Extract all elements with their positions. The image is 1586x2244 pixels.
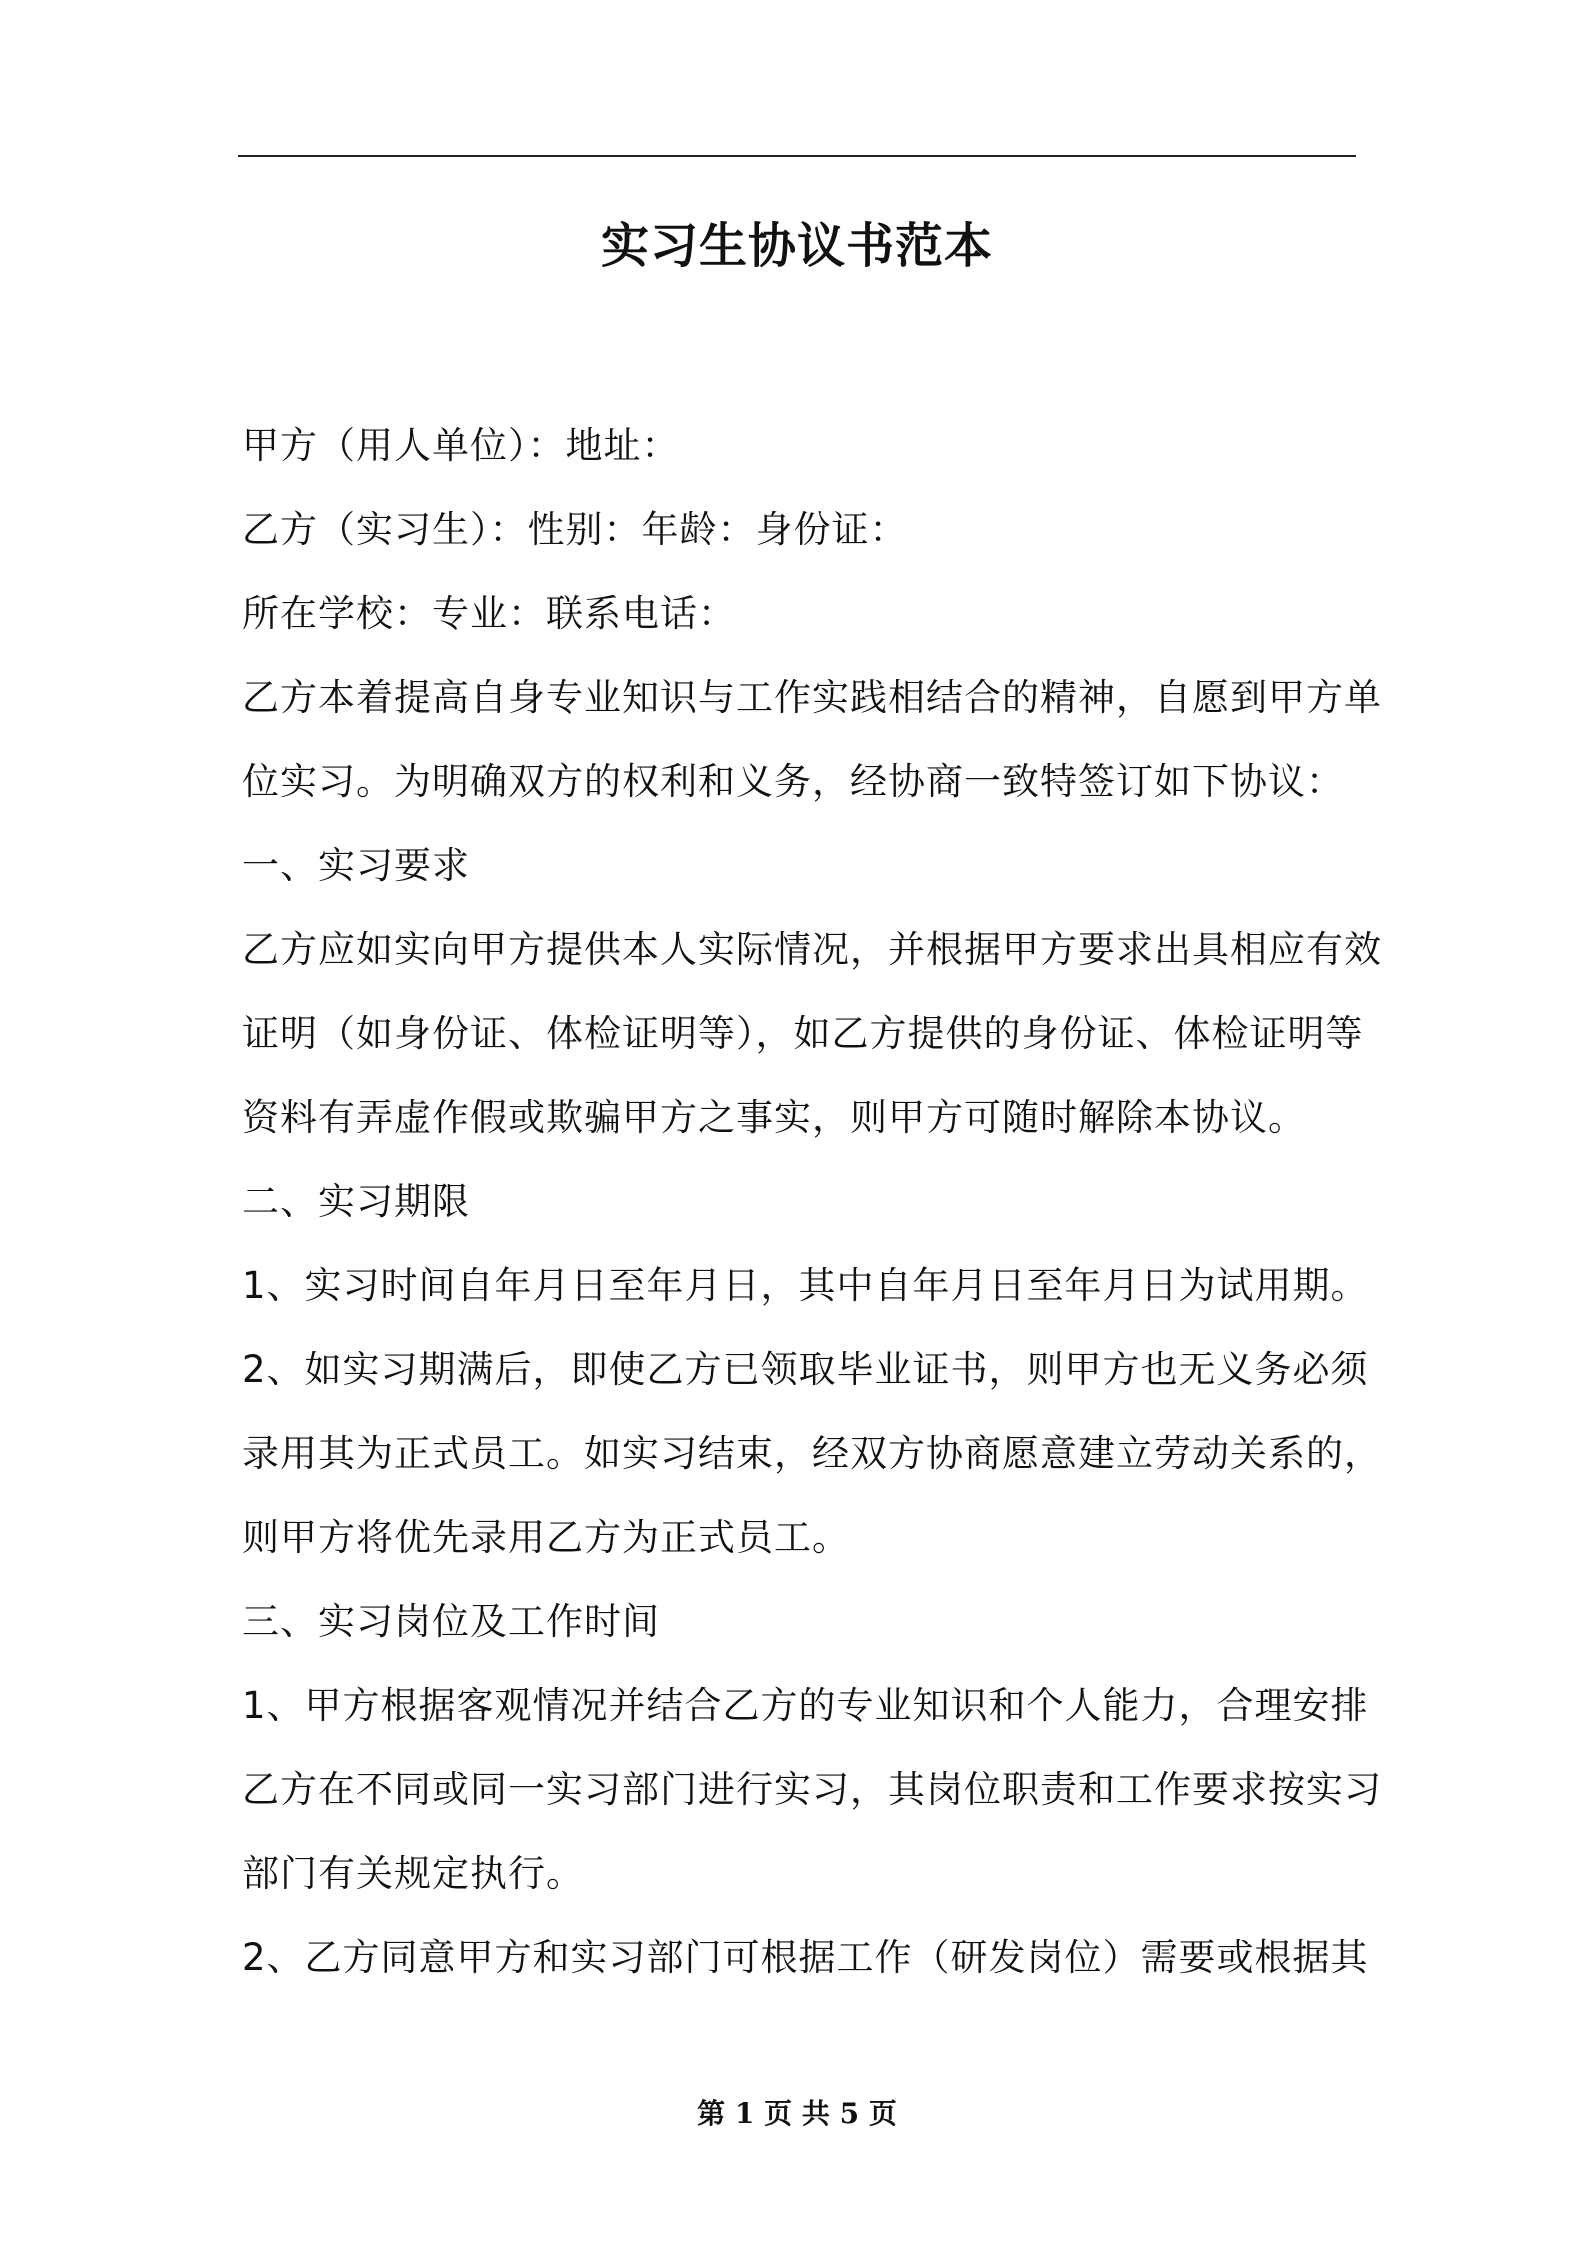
paragraph-line: 资料有弄虚作假或欺骗甲方之事实，则甲方可随时解除本协议。 — [242, 1096, 1306, 1139]
paragraph-line: 录用其为正式员工。如实习结束，经双方协商愿意建立劳动关系的， — [242, 1432, 1382, 1475]
paragraph-line: 部门有关规定执行。 — [242, 1852, 584, 1895]
paragraph-line: 1、甲方根据客观情况并结合乙方的专业知识和个人能力，合理安排 — [242, 1684, 1369, 1727]
paragraph-line: 乙方应如实向甲方提供本人实际情况，并根据甲方要求出具相应有效 — [242, 928, 1382, 971]
paragraph-line: 1、实习时间自年月日至年月日，其中自年月日至年月日为试用期。 — [242, 1264, 1369, 1307]
page-number: 第 1 页 共 5 页 — [697, 2097, 897, 2130]
document-body — [242, 404, 1382, 2000]
section-heading: 三、实习岗位及工作时间 — [242, 1600, 660, 1643]
paragraph-line: 证明（如身份证、体检证明等），如乙方提供的身份证、体检证明等 — [242, 1012, 1364, 1055]
paragraph-line: 2、如实习期满后，即使乙方已领取毕业证书，则甲方也无义务必须 — [242, 1348, 1369, 1391]
header-divider — [238, 155, 1356, 157]
intro-paragraph-line: 乙方本着提高自身专业知识与工作实践相结合的精神，自愿到甲方单 — [242, 676, 1382, 719]
section-heading: 一、实习要求 — [242, 844, 470, 887]
party-a-line: 甲方（用人单位）：地址： — [242, 424, 680, 467]
paragraph-line: 则甲方将优先录用乙方为正式员工。 — [242, 1516, 850, 1559]
page-footer — [238, 2094, 1356, 2134]
party-b-line: 乙方（实习生）：性别：年龄：身份证： — [242, 508, 908, 551]
section-heading: 二、实习期限 — [242, 1180, 470, 1223]
school-line: 所在学校：专业：联系电话： — [242, 592, 736, 635]
document-title: 实习生协议书范本 — [600, 218, 993, 274]
paragraph-line: 2、乙方同意甲方和实习部门可根据工作（研发岗位）需要或根据其 — [242, 1936, 1369, 1979]
paragraph-line: 乙方在不同或同一实习部门进行实习，其岗位职责和工作要求按实习 — [242, 1768, 1382, 1811]
intro-paragraph-line: 位实习。为明确双方的权利和义务，经协商一致特签订如下协议： — [242, 760, 1344, 803]
